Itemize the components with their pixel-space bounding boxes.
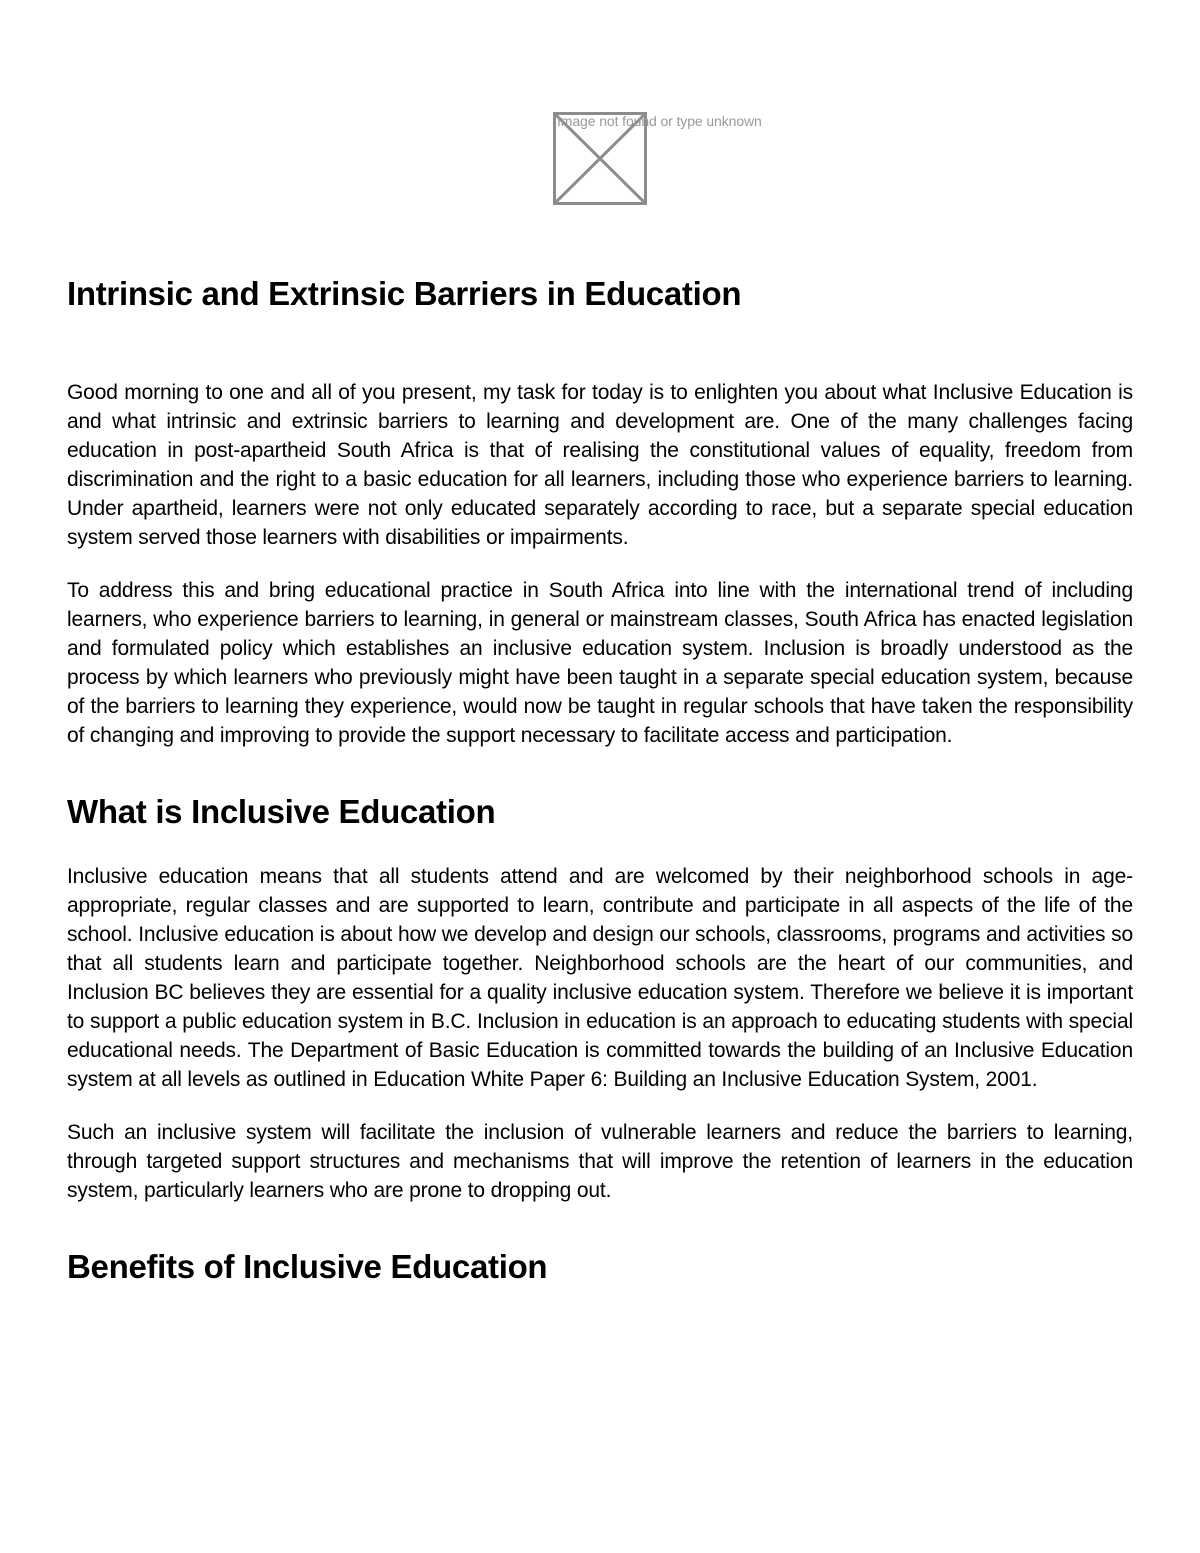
document-body xyxy=(67,274,1133,1317)
document-title: Intrinsic and Extrinsic Barriers in Education xyxy=(67,275,742,312)
intro-paragraph: To address this and bring educational practice in South Africa into line with the international trend of including learners, who experience barriers to learning, in general or mainstream classes, South Africa has enacted legislation and formulated policy which establishes an inclusive education system. Inclusion is broadly understood as the process by which learners who previously might have been taught in a separate special education system, because of the barriers to learning they experience, would now be taught in regular schools that have taken the responsibility of changing and improving to provide the support necessary to facilitate access and participation. xyxy=(67,579,1133,747)
image-alt-text: Image not found or type unknown xyxy=(557,113,762,129)
section-heading-benefits-of-inclusive-education: Benefits of Inclusive Education xyxy=(67,1248,548,1285)
intro-paragraph: Good morning to one and all of you present, my task for today is to enlighten you about what Inclusive Education is and what intrinsic and extrinsic barriers to learning and development are. One of the many challenges facing education in post-apartheid South Africa is that of realising the constitutional values of equality, freedom from discrimination and the right to a basic education for all learners, including those who experience barriers to learning. Under apartheid, learners were not only educated separately according to race, but a separate special education system served those learners with disabilities or impairments. xyxy=(67,381,1133,549)
section-paragraph: Inclusive education means that all students attend and are welcomed by their neighborhood schools in age-appropriate, regular classes and are supported to learn, contribute and participate in all aspects of the life of the school. Inclusive education is about how we develop and design our schools, classrooms, programs and activities so that all students learn and participate together. Neighborhood schools are the heart of our communities, and Inclusion BC believes they are essential for a quality inclusive education system. Therefore we believe it is important to support a public education system in B.C. Inclusion in education is an approach to educating students with special educational needs. The Department of Basic Education is committed towards the building of an Inclusive Education system at all levels as outlined in Education White Paper 6: Building an Inclusive Education System, 2001. xyxy=(67,865,1133,1091)
section-heading-what-is-inclusive-education: What is Inclusive Education xyxy=(67,793,496,830)
section-paragraph: Such an inclusive system will facilitate the inclusion of vulnerable learners and reduce the barriers to learning, through targeted support structures and mechanisms that will improve the retention of learners in the education system, particularly learners who are prone to dropping out. xyxy=(67,1121,1133,1202)
